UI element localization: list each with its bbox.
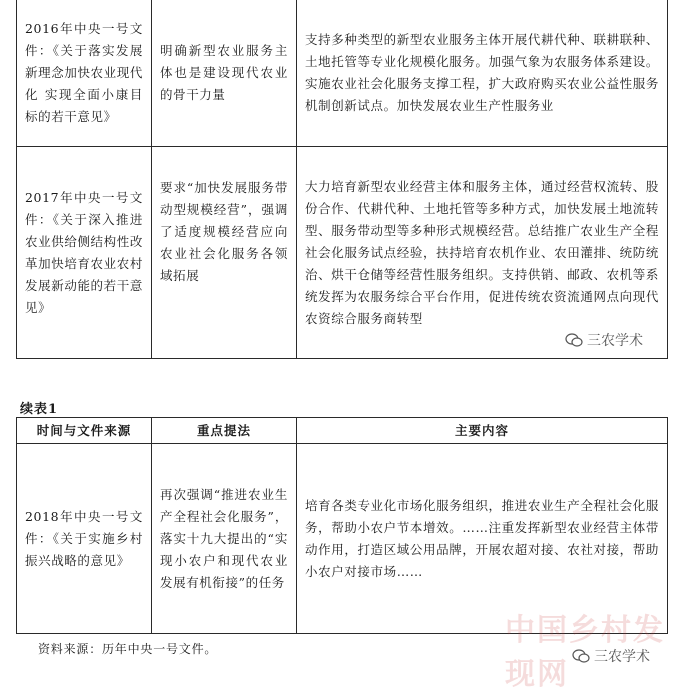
policy-table-continued: [16, 417, 668, 634]
header-source: 时间与文件来源: [17, 418, 152, 444]
table-row: [17, 0, 668, 147]
watermark-brand: 三农学术: [594, 649, 650, 665]
content-cell: 支持多种类型的新型农业服务主体开展代耕代种、联耕联种、土地托管等专业化规模化服务。加强气象为农服务体系建设。实施农业社会化服务支撑工程，扩大政府购买农业公益性服务机制创新试点。加快发展农业生产性服务业: [297, 0, 668, 147]
wechat-watermark-bottom: [572, 646, 650, 666]
site-watermark: 中国乡村发现网: [505, 613, 665, 692]
header-row: [17, 418, 668, 444]
wechat-watermark-top: [565, 330, 643, 350]
source-cell: 2016年中央一号文件：《关于落实发展新理念加快农业现代化 实现全面小康目标的若干意见》: [17, 0, 152, 147]
source-cell: 2018年中央一号文件：《关于实施乡村振兴战略的意见》: [17, 444, 152, 634]
header-content: 主要内容: [297, 418, 668, 444]
wechat-icon: [565, 333, 583, 347]
policy-table-top: [16, 0, 668, 359]
point-cell: 再次强调“推进农业生产全程社会化服务”，落实十九大提出的“实现小农户和现代农业发展有机衔接”的任务: [152, 444, 297, 634]
content-cell: 大力培育新型农业经营主体和服务主体，通过经营权流转、股份合作、代耕代种、土地托管等多种方式，加快发展土地流转型、服务带动型等多种形式规模经营。总结推广农业生产全程社会化服务试点经验，扶持培育农机作业、农田灌排、统防统治、烘干仓储等经营性服务组织。支持供销、邮政、农机等系统发挥为农服务综合平台作用，促进传统农资流通网点向现代农资综合服务商转型: [297, 147, 668, 359]
table-caption: 续表1: [20, 402, 59, 417]
table-row: [17, 147, 668, 359]
source-cell: 2017年中央一号文件：《关于深入推进农业供给侧结构性改革加快培育农业农村发展新动能的若干意见》: [17, 147, 152, 359]
header-point: 重点提法: [152, 418, 297, 444]
wechat-icon: [572, 649, 590, 663]
point-cell: 明确新型农业服务主体也是建设现代农业的骨干力量: [152, 0, 297, 147]
point-cell: 要求“加快发展服务带动型规模经营”，强调了适度规模经营应向农业社会化服务各领域拓展: [152, 147, 297, 359]
content-cell: 培育各类专业化市场化服务组织，推进农业生产全程社会化服务，帮助小农户节本增效。……注重发挥新型农业经营主体带动作用，打造区域公用品牌，开展农超对接、农社对接，帮助小农户对接市场……: [297, 444, 668, 634]
watermark-brand: 三农学术: [587, 333, 643, 349]
source-note: 资料来源：历年中央一号文件。: [38, 642, 218, 656]
